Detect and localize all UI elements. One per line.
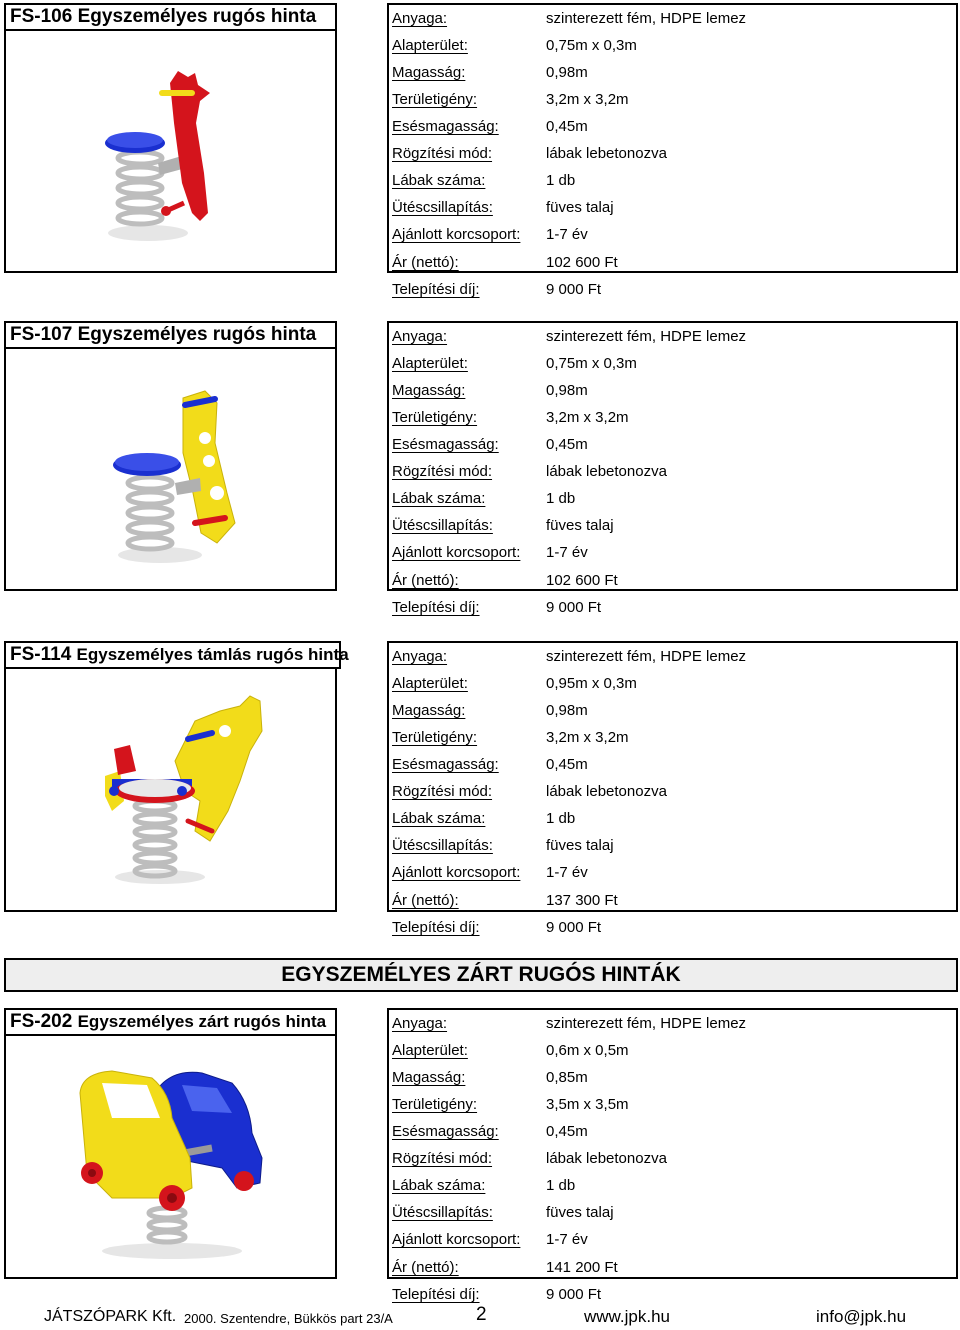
label-height: Magasság:: [392, 1069, 466, 1086]
label-fall: Esésmagasság:: [392, 1123, 499, 1140]
value-surface: füves talaj: [546, 199, 614, 216]
label-install: Telepítési díj:: [392, 1286, 480, 1303]
label-area: Alapterület:: [392, 675, 468, 692]
footer-website[interactable]: www.jpk.hu: [584, 1307, 670, 1326]
value-area: 0,95m x 0,3m: [546, 675, 637, 692]
product-fs-114: [0, 641, 960, 936]
product-fs-106: [0, 3, 960, 298]
product-code: FS-114: [10, 644, 72, 665]
section-banner: EGYSZEMÉLYES ZÁRT RUGÓS HINTÁK: [4, 958, 958, 992]
value-install: 9 000 Ft: [546, 919, 602, 936]
label-space: Területigény:: [392, 91, 478, 108]
label-age: Ajánlott korcsoport:: [392, 544, 521, 561]
product-fs-202: [0, 1008, 960, 1303]
value-area: 0,6m x 0,5m: [546, 1042, 629, 1059]
label-material: Anyaga:: [392, 328, 448, 345]
value-mount: lábak lebetonozva: [546, 783, 667, 800]
value-space: 3,2m x 3,2m: [546, 729, 629, 746]
yellow-spring-rider-image: [105, 383, 255, 568]
label-area: Alapterület:: [392, 355, 468, 372]
red-horse-spring-rider-image: [100, 63, 240, 248]
label-age: Ajánlott korcsoport:: [392, 864, 521, 881]
label-surface: Ütéscsillapítás:: [392, 1204, 493, 1221]
value-price: 137 300 Ft: [546, 892, 618, 909]
value-space: 3,5m x 3,5m: [546, 1096, 629, 1113]
value-height: 0,85m: [546, 1069, 588, 1086]
value-fall: 0,45m: [546, 118, 588, 135]
footer-email[interactable]: info@jpk.hu: [816, 1307, 907, 1326]
label-area: Alapterület:: [392, 37, 468, 54]
product-code: FS-202: [10, 1011, 73, 1032]
label-install: Telepítési díj:: [392, 281, 480, 298]
value-fall: 0,45m: [546, 1123, 588, 1140]
value-height: 0,98m: [546, 382, 588, 399]
value-surface: füves talaj: [546, 1204, 614, 1221]
value-install: 9 000 Ft: [546, 281, 602, 298]
value-price: 141 200 Ft: [546, 1259, 618, 1276]
label-space: Területigény:: [392, 729, 478, 746]
yellow-elephant-spring-rider-image: [100, 691, 270, 886]
label-height: Magasság:: [392, 702, 466, 719]
label-space: Területigény:: [392, 409, 478, 426]
product-name: Egyszemélyes rugós hinta: [77, 6, 317, 27]
value-fall: 0,45m: [546, 756, 588, 773]
footer-company: JÁTSZÓPARK Kft.: [44, 1308, 177, 1325]
value-age: 1-7 év: [546, 226, 588, 243]
label-height: Magasság:: [392, 382, 466, 399]
label-space: Területigény:: [392, 1096, 478, 1113]
label-age: Ajánlott korcsoport:: [392, 226, 521, 243]
label-mount: Rögzítési mód:: [392, 463, 493, 480]
value-mount: lábak lebetonozva: [546, 145, 667, 162]
value-age: 1-7 év: [546, 1231, 588, 1248]
value-material: szinterezett fém, HDPE lemez: [546, 10, 747, 27]
label-legs: Lábak száma:: [392, 810, 486, 827]
label-material: Anyaga:: [392, 10, 448, 27]
value-install: 9 000 Ft: [546, 1286, 602, 1303]
value-surface: füves talaj: [546, 837, 614, 854]
value-material: szinterezett fém, HDPE lemez: [546, 648, 747, 665]
label-fall: Esésmagasság:: [392, 756, 499, 773]
label-age: Ajánlott korcsoport:: [392, 1231, 521, 1248]
value-surface: füves talaj: [546, 517, 614, 534]
value-age: 1-7 év: [546, 544, 588, 561]
label-surface: Ütéscsillapítás:: [392, 837, 493, 854]
label-price: Ár (nettó):: [392, 892, 459, 909]
product-name: Egyszemélyes támlás rugós hinta: [76, 645, 349, 664]
label-legs: Lábak száma:: [392, 1177, 486, 1194]
label-mount: Rögzítési mód:: [392, 1150, 493, 1167]
label-install: Telepítési díj:: [392, 919, 480, 936]
label-install: Telepítési díj:: [392, 599, 480, 616]
label-area: Alapterület:: [392, 1042, 468, 1059]
product-fs-107: [0, 321, 960, 616]
label-legs: Lábak száma:: [392, 490, 486, 507]
label-surface: Ütéscsillapítás:: [392, 199, 493, 216]
value-legs: 1 db: [546, 172, 576, 189]
value-legs: 1 db: [546, 490, 576, 507]
value-fall: 0,45m: [546, 436, 588, 453]
value-height: 0,98m: [546, 702, 588, 719]
label-fall: Esésmagasság:: [392, 118, 499, 135]
product-code: FS-107: [10, 324, 73, 345]
value-mount: lábak lebetonozva: [546, 1150, 667, 1167]
value-age: 1-7 év: [546, 864, 588, 881]
value-price: 102 600 Ft: [546, 254, 618, 271]
label-fall: Esésmagasság:: [392, 436, 499, 453]
product-name: Egyszemélyes zárt rugós hinta: [77, 1012, 327, 1031]
value-install: 9 000 Ft: [546, 599, 602, 616]
value-area: 0,75m x 0,3m: [546, 37, 637, 54]
value-material: szinterezett fém, HDPE lemez: [546, 328, 747, 345]
value-mount: lábak lebetonozva: [546, 463, 667, 480]
product-name: Egyszemélyes rugós hinta: [77, 324, 317, 345]
value-space: 3,2m x 3,2m: [546, 91, 629, 108]
label-surface: Ütéscsillapítás:: [392, 517, 493, 534]
product-title: [4, 321, 337, 349]
label-price: Ár (nettó):: [392, 572, 459, 589]
label-mount: Rögzítési mód:: [392, 145, 493, 162]
page-number: 2: [476, 1304, 487, 1325]
value-price: 102 600 Ft: [546, 572, 618, 589]
value-legs: 1 db: [546, 1177, 576, 1194]
label-height: Magasság:: [392, 64, 466, 81]
label-legs: Lábak száma:: [392, 172, 486, 189]
car-spring-rider-image: [72, 1063, 277, 1263]
label-price: Ár (nettó):: [392, 1259, 459, 1276]
product-title: [4, 1008, 337, 1036]
label-material: Anyaga:: [392, 1015, 448, 1032]
value-height: 0,98m: [546, 64, 588, 81]
value-space: 3,2m x 3,2m: [546, 409, 629, 426]
label-material: Anyaga:: [392, 648, 448, 665]
footer-address: 2000. Szentendre, Bükkös part 23/A: [184, 1311, 393, 1326]
label-mount: Rögzítési mód:: [392, 783, 493, 800]
product-title: [4, 3, 337, 31]
value-material: szinterezett fém, HDPE lemez: [546, 1015, 747, 1032]
value-legs: 1 db: [546, 810, 576, 827]
value-area: 0,75m x 0,3m: [546, 355, 637, 372]
product-title: [4, 641, 349, 669]
product-code: FS-106: [10, 6, 73, 27]
label-price: Ár (nettó):: [392, 254, 459, 271]
